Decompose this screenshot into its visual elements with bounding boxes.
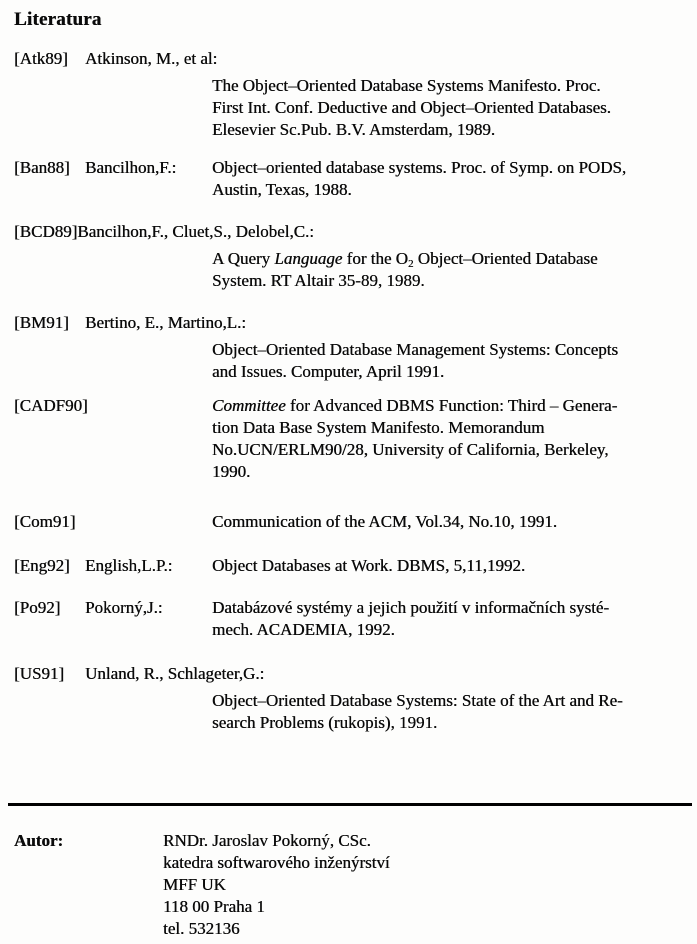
reference-authors: English,L.P.: <box>85 556 173 575</box>
reference-label: [Eng92] <box>14 556 70 575</box>
reference-text-line <box>14 619 685 641</box>
reference-first-line <box>14 511 685 533</box>
author-line: tel. 532136 <box>163 919 240 938</box>
author-line: MFF UK <box>163 875 226 894</box>
reference-label: [BM91] <box>14 313 69 332</box>
reference-text-segment: for Advanced DBMS Function: Third – Genera- <box>285 396 618 415</box>
reference-authors: Bertino, E., Martino,L.: <box>85 313 247 332</box>
reference-text-line <box>14 690 685 712</box>
reference-text-segment: and Issues. Computer, April 1991. <box>212 362 445 381</box>
reference-first-line <box>14 663 685 685</box>
author-label: Autor: <box>14 831 64 850</box>
reference-text-segment: System. RT Altair 35-89, 1989. <box>212 271 425 290</box>
reference-label: [US91] <box>14 664 65 683</box>
reference-entry <box>14 221 685 292</box>
reference-text-line <box>14 179 685 201</box>
reference-text-line <box>14 461 685 483</box>
reference-text-segment: Object Databases at Work. DBMS, 5,11,1992. <box>212 556 526 575</box>
reference-authors: Pokorný,J.: <box>85 598 163 617</box>
reference-label: [CADF90] <box>14 396 88 415</box>
reference-text-line <box>212 512 557 531</box>
reference-text-line <box>14 417 685 439</box>
reference-text-line <box>212 396 617 415</box>
author-block <box>14 830 685 940</box>
reference-text-segment: 2 <box>407 258 414 270</box>
reference-first-line <box>14 312 685 334</box>
reference-label: [BCD89] <box>14 222 78 241</box>
reference-text-segment: Elesevier Sc.Pub. B.V. Amsterdam, 1989. <box>212 120 495 139</box>
reference-label: [Atk89] <box>14 49 68 68</box>
author-details <box>163 830 390 940</box>
reference-text-segment: 1990. <box>212 462 251 481</box>
reference-text-segment: No.UCN/ERLM90/28, University of California, Berkeley, <box>212 440 609 459</box>
reference-entry <box>14 48 685 141</box>
reference-text-segment: search Problems (rukopis), 1991. <box>212 713 438 732</box>
reference-entry <box>14 511 685 533</box>
reference-text-line <box>14 97 685 119</box>
author-line: RNDr. Jaroslav Pokorný, CSc. <box>163 831 371 850</box>
reference-text-segment: Object–Oriented Database Management Systems: Concepts <box>212 340 618 359</box>
reference-text-line <box>14 119 685 141</box>
reference-entry <box>14 312 685 383</box>
reference-text-segment: tion Data Base System Manifesto. Memorandum <box>212 418 545 437</box>
reference-text-segment: Austin, Texas, 1988. <box>212 180 352 199</box>
reference-authors: Bancilhon,F.: <box>85 158 177 177</box>
reference-entry <box>14 555 685 577</box>
reference-label: [Ban88] <box>14 158 70 177</box>
reference-authors: Bancilhon,F., Cluet,S., Delobel,C.: <box>77 222 314 241</box>
reference-entry <box>14 597 685 641</box>
reference-entry <box>14 157 685 201</box>
reference-first-line <box>14 48 685 70</box>
reference-first-line <box>14 597 685 619</box>
reference-first-line <box>14 157 685 179</box>
reference-text-line <box>14 361 685 383</box>
reference-text-segment: First Int. Conf. Deductive and Object–Oriented Databases. <box>212 98 611 117</box>
reference-label: [Com91] <box>14 512 76 531</box>
reference-text-segment: Committee <box>212 396 286 415</box>
reference-entry <box>14 395 685 483</box>
reference-text-line <box>14 75 685 97</box>
reference-label: [Po92] <box>14 598 61 617</box>
reference-text-segment: Object–Oriented Database <box>413 249 598 268</box>
reference-text-segment: Databázové systémy a jejich použití v informačních systé- <box>212 598 610 617</box>
reference-text-segment: Object–Oriented Database Systems: State of the Art and Re- <box>212 691 623 710</box>
reference-text-segment: for the O <box>342 249 408 268</box>
reference-text-segment: Language <box>274 249 343 268</box>
reference-first-line <box>14 221 685 243</box>
reference-text-line <box>212 598 609 617</box>
reference-first-line <box>14 395 685 417</box>
reference-text-line <box>14 248 685 270</box>
reference-text-line <box>14 339 685 361</box>
author-line: 118 00 Praha 1 <box>163 897 265 916</box>
footer-divider <box>8 803 692 806</box>
reference-text-line <box>14 270 685 292</box>
reference-text-segment: Communication of the ACM, Vol.34, No.10, 1991. <box>212 512 558 531</box>
reference-text-segment: Object–oriented database systems. Proc. of Symp. on PODS, <box>212 158 627 177</box>
reference-authors: Unland, R., Schlageter,G.: <box>85 664 265 683</box>
reference-entry <box>14 663 685 734</box>
reference-text-line <box>14 439 685 461</box>
reference-text-line <box>212 158 626 177</box>
reference-text-line <box>212 556 525 575</box>
reference-list <box>14 48 685 754</box>
reference-authors: Atkinson, M., et al: <box>85 49 218 68</box>
page-title: Literatura <box>14 9 102 30</box>
author-line: katedra softwarového inženýrství <box>163 853 390 872</box>
reference-text-segment: A Query <box>212 249 275 268</box>
reference-text-line <box>14 712 685 734</box>
reference-text-segment: mech. ACADEMIA, 1992. <box>212 620 395 639</box>
footer <box>14 803 685 940</box>
reference-text-segment: The Object–Oriented Database Systems Manifesto. Proc. <box>212 76 601 95</box>
reference-first-line <box>14 555 685 577</box>
